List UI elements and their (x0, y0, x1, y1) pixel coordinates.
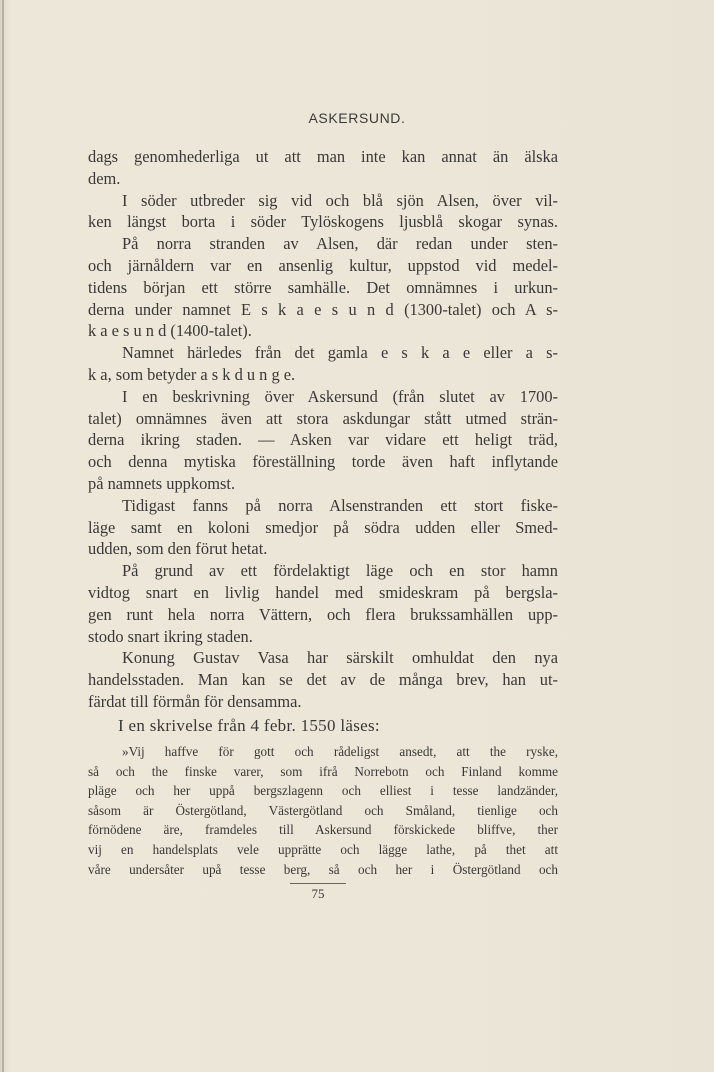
quoted-letter (88, 742, 558, 879)
quote-line: »Vij haffve för gott och rådeligst ansedt, att the ryske, (122, 744, 558, 759)
text-line: talet) omnämnes även att stora askdungar stått utmed strän- (88, 408, 558, 428)
text-line: Namnet härledes från det gamla e s k a e eller a s- (122, 343, 558, 363)
text-line: Tidigast fanns på norra Alsenstranden ett stort fiske- (122, 495, 558, 515)
quote-line: vij en handelsplats vele upprätte och lägge lathe, på thet att (88, 841, 558, 857)
text-line: dags genomhederliga ut att man inte kan annat än älska (88, 147, 558, 166)
quote-line: pläge och her uppå bergszlagenn och elliest i tesse landzänder, (88, 783, 558, 799)
text-line: på namnets uppkomst. (88, 473, 236, 493)
quote-line: våre undersåter upå tesse berg, så och her i Östergötland och (88, 861, 558, 877)
quote-line: så och the finske varer, som ifrå Norrebotn och Finland komme (88, 763, 558, 779)
text-line: udden, som den förut hetat. (88, 539, 268, 559)
text-line: och järnåldern var en ansenlig kultur, uppstod vid medel- (88, 255, 558, 275)
body-text (88, 146, 558, 713)
page-number: 75 (290, 883, 346, 902)
text-line: derna ikring staden. — Asken var vidare ett heligt träd, (88, 430, 558, 450)
quote-line: såsom är Östergötland, Västergötland och Småland, tienlige och (88, 802, 558, 818)
quote-heading: I en skrivelse från 4 febr. 1550 läses: (118, 716, 380, 735)
text-line: ken längst borta i söder Tylöskogens ljusblå skogar synas. (88, 212, 558, 232)
running-head: ASKERSUND. (308, 110, 406, 126)
text-line: vidtog snart en livlig handel med smideskram på bergsla- (88, 582, 558, 602)
quote-line: förnödene äre, framdeles till Askersund förskickede bliffve, ther (88, 822, 558, 838)
text-line: gen runt hela norra Vättern, och flera brukssamhällen upp- (88, 604, 558, 624)
page-spine-edge (2, 0, 4, 1072)
text-line: I en beskrivning över Askersund (från slutet av 1700- (122, 386, 558, 406)
text-line: handelsstaden. Man kan se det av de många brev, han ut- (88, 670, 558, 690)
text-line: dem. (88, 168, 121, 188)
text-line: På norra stranden av Alsen, där redan under sten- (122, 234, 558, 254)
text-line: I söder utbreder sig vid och blå sjön Alsen, över vil- (122, 190, 558, 210)
text-line: k a e s u n d (1400-talet). (88, 321, 252, 341)
text-line: Konung Gustav Vasa har särskilt omhuldat den nya (122, 648, 558, 668)
text-line: tidens början ett större samhälle. Det omnämnes i urkun- (88, 277, 558, 297)
text-line: läge samt en koloni smedjor på södra udden eller Smed- (88, 517, 558, 537)
text-line: På grund av ett fördelaktigt läge och en stor hamn (122, 561, 558, 581)
text-line: färdat till förmån för densamma. (88, 691, 302, 711)
text-line: derna under namnet E s k a e s u n d (1300-talet) och A s- (88, 299, 558, 319)
text-line: stodo snart ikring staden. (88, 626, 253, 646)
text-line: och denna mytiska föreställning torde även haft inflytande (88, 452, 558, 472)
text-line: k a, som betyder a s k d u n g e. (88, 364, 296, 384)
